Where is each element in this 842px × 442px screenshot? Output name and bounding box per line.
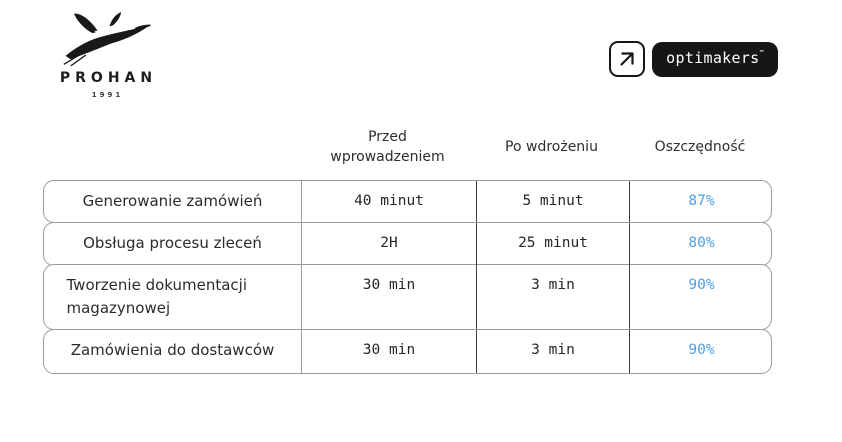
optimakers-label: optimakers [666,48,760,67]
header-savings: Oszczędność [654,139,746,156]
savings-value: 90% [629,330,773,373]
before-value: 40 minut [301,181,476,222]
table-row [43,264,772,330]
crane-bird-icon [54,12,158,66]
row-label: Tworzenie dokumentacji magazynowej [66,275,247,317]
table-row [43,180,772,223]
optimakers-badge[interactable] [652,42,778,77]
comparison-table [43,180,772,374]
partner-block [609,41,778,77]
table-header [43,122,772,174]
savings-value: 90% [629,265,773,329]
row-label: Generowanie zamówień [82,191,263,210]
prohan-logo [46,12,166,99]
header-empty [43,122,300,174]
table-row [43,329,772,374]
header-after: Po wdrożeniu [505,139,598,156]
table-row [43,222,772,266]
after-value: 5 minut [476,181,629,222]
after-value: 3 min [476,265,629,329]
arrow-up-right-icon [616,48,638,70]
header-before: Przed wprowadzeniem [330,129,445,165]
row-label: Obsługa procesu zleceń [83,233,262,252]
savings-value: 80% [629,223,773,265]
arrow-up-right-button[interactable] [609,41,645,77]
before-value: 30 min [301,265,476,329]
brand-year: 1991 [91,91,124,99]
brand-name: PROHAN [59,70,158,86]
after-value: 25 minut [476,223,629,265]
row-label: Zamówienia do dostawców [70,341,275,360]
before-value: 30 min [301,330,476,373]
savings-value: 87% [629,181,773,222]
trademark-symbol: ™ [759,48,764,57]
before-value: 2H [301,223,476,265]
after-value: 3 min [476,330,629,373]
